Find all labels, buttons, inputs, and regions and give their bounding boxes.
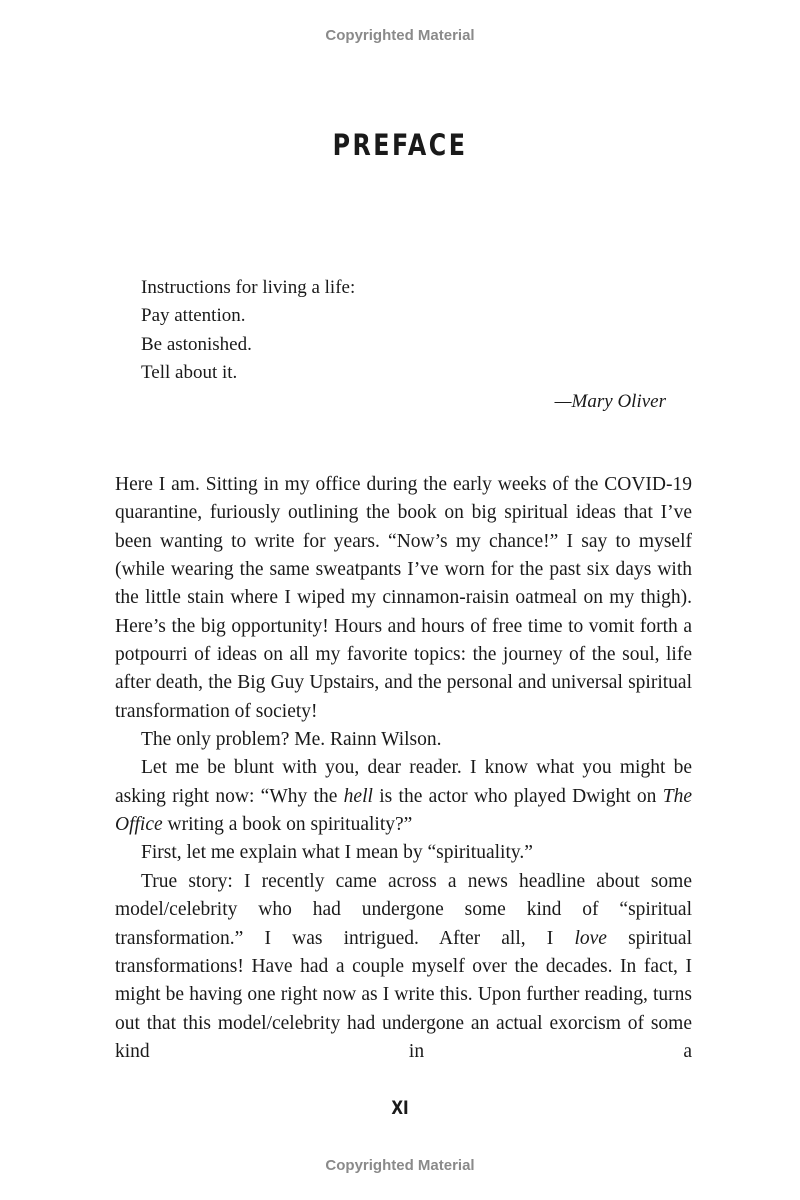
paragraph: The only problem? Me. Rainn Wilson. <box>141 729 442 751</box>
chapter-title: PREFACE <box>332 128 468 162</box>
epigraph-line: Tell about it. <box>141 361 238 383</box>
epigraph-line: Pay attention. <box>141 305 246 327</box>
epigraph-line: Instructions for living a life: <box>141 277 356 298</box>
emphasis: love <box>574 927 607 949</box>
epigraph <box>141 274 671 416</box>
paragraph-text: is the actor who played Dwight on <box>372 785 663 807</box>
paragraph-text: writing a book on spirituality?” <box>162 814 413 836</box>
paragraph: Here I am. Sitting in my office during the early weeks of the COVID-19 quarantine, furiously outlining the book on big spiritual ideas that I’ve been wanting to write for years. “Now’s my chance!” I say to myself (while wearing the same sweatpants I’ve worn for the past six days with the little stain where I wiped my cinnamon-raisin oatmeal on my thigh). Here’s the big opportunity! Hours and hours of free time to vomit forth a potpourri of ideas on all my favorite topics: the journey of the soul, life after death, the Big Guy Upstairs, and the personal and universal spiritual transformation of society! <box>115 474 692 722</box>
paragraph <box>115 868 692 1066</box>
epigraph-line: Be astonished. <box>141 333 252 355</box>
copyright-watermark-top: Copyrighted Material <box>325 27 475 44</box>
paragraph-text: Let me be blunt with you, dear reader. I know what you might be asking right now: “Why the <box>115 757 692 807</box>
body-text <box>115 471 692 1066</box>
emphasis: The Office <box>115 785 692 836</box>
emphasis: hell <box>343 785 373 807</box>
paragraph <box>115 754 692 839</box>
paragraph-text: spiritual transformations! Have had a couple myself over the decades. In fact, I might be having one right now as I write this. Upon further reading, turns out that this model/celebrity had undergone an actual exorcism of some kind in a <box>115 927 692 1062</box>
paragraph: First, let me explain what I mean by “spirituality.” <box>141 842 533 864</box>
paragraph-text: True story: I recently came across a news headline about some model/celebrity who had undergone some kind of “spiritual transformation.” I was intrigued. After all, I <box>115 870 692 949</box>
epigraph-attribution: —Mary Oliver <box>554 391 666 413</box>
copyright-watermark-bottom: Copyrighted Material <box>325 1157 475 1174</box>
page-number: XI <box>391 1097 409 1119</box>
